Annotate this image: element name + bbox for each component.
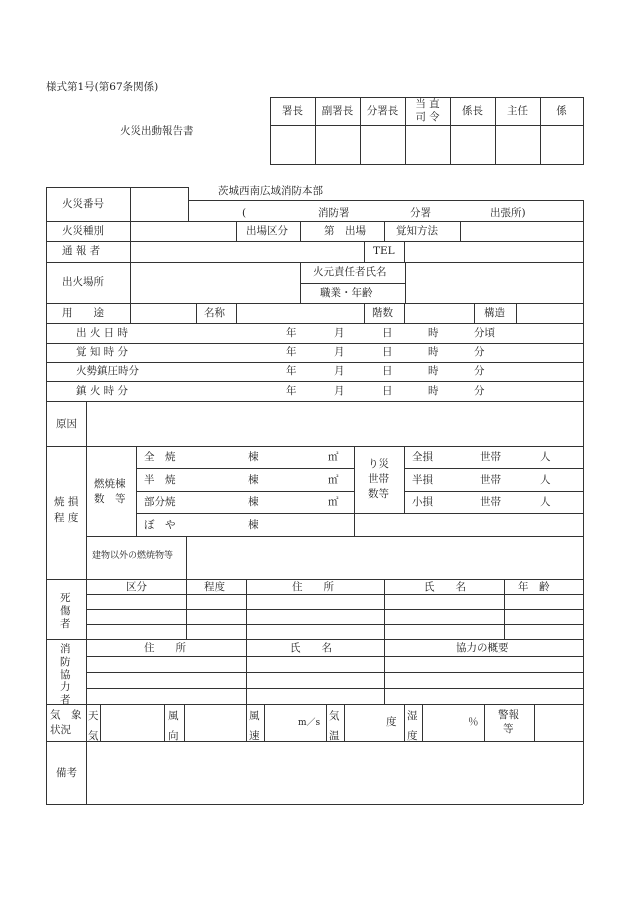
org-paren-open: ( [242, 207, 247, 219]
label-usage: 用 途 [62, 307, 104, 319]
label-detection-time: 覚 知 時 分 [76, 346, 129, 358]
label-extinguished-time: 鎮 火 時 分 [76, 385, 129, 397]
label-fire-type: 火災種別 [62, 225, 104, 237]
org-branch: 分署 [410, 207, 431, 219]
col-address: 住 所 [292, 581, 334, 593]
label-floors: 階数 [372, 307, 393, 319]
label-affected-households-1: り災 [368, 458, 389, 470]
stamp-label-branch-chief: 分署長 [366, 105, 399, 117]
label-detection-method: 覚知方法 [396, 225, 438, 237]
day-unit: 日 [382, 385, 393, 397]
label-warning-2: 等 [503, 723, 514, 735]
unit-household: 世帯 [480, 474, 501, 486]
label-total-loss: 全損 [412, 451, 433, 463]
minute-unit: 分 [474, 365, 485, 377]
hour-unit: 時 [428, 365, 439, 377]
unit-building: 棟 [248, 519, 259, 531]
label-partial-burn: 部分焼 [144, 496, 176, 508]
unit-degree: 度 [386, 716, 397, 728]
label-dispatch-number: 第 出場 [324, 225, 366, 237]
unit-person: 人 [540, 474, 551, 486]
label-half-burn: 半 焼 [144, 474, 176, 486]
col-cooperator-name: 氏 名 [290, 642, 332, 654]
label-burned-buildings-2: 数 等 [94, 493, 126, 505]
label-wind-direction: 風向 [168, 710, 179, 742]
label-weather-heading-2: 状況 [50, 724, 71, 736]
col-fullname: 氏 名 [424, 581, 466, 593]
unit-building: 棟 [248, 474, 259, 486]
unit-square-meter: ㎡ [328, 451, 339, 463]
month-unit: 月 [334, 365, 345, 377]
label-temperature: 気温 [329, 710, 340, 742]
month-unit: 月 [334, 327, 345, 339]
label-fire-number: 火災番号 [62, 198, 104, 210]
stamp-label-duty-commander-2: 司 令 [415, 111, 440, 123]
unit-building: 棟 [248, 496, 259, 508]
year-unit: 年 [286, 327, 297, 339]
unit-percent: ％ [468, 716, 479, 728]
label-occupation-age: 職業・年齢 [320, 287, 373, 299]
stamp-label-supervisor: 主任 [507, 105, 528, 117]
minute-unit: 分 [474, 346, 485, 358]
day-unit: 日 [382, 327, 393, 339]
label-half-loss: 半損 [412, 474, 433, 486]
unit-household: 世帯 [480, 496, 501, 508]
label-outbreak-time: 出 火 日 時 [76, 327, 129, 339]
year-unit: 年 [286, 385, 297, 397]
label-fire-location: 出火場所 [62, 276, 104, 288]
hour-unit: 時 [428, 346, 439, 358]
label-humidity: 湿度 [407, 710, 418, 742]
unit-square-meter: ㎡ [328, 474, 339, 486]
col-age: 年 齢 [518, 581, 550, 593]
label-small-loss: 小損 [412, 496, 433, 508]
label-cause: 原因 [56, 418, 77, 430]
form-number: 様式第1号(第67条関係) [46, 81, 159, 93]
label-non-building-burned: 建物以外の燃焼物等 [92, 551, 174, 561]
stamp-label-duty-commander-1: 当 直 [415, 98, 440, 110]
page-title: 火災出動報告書 [120, 125, 194, 137]
stamp-label-deputy-chief: 副署長 [321, 105, 354, 117]
label-structure: 構造 [484, 307, 505, 319]
label-damage-heading-2: 程 度 [54, 512, 79, 524]
month-unit: 月 [334, 346, 345, 358]
label-sky: 天気 [88, 710, 99, 742]
unit-household: 世帯 [480, 451, 501, 463]
day-unit: 日 [382, 346, 393, 358]
minute-unit: 分頃 [474, 327, 495, 339]
label-full-burn: 全 焼 [144, 451, 176, 463]
unit-person: 人 [540, 451, 551, 463]
label-warning-1: 警報 [498, 709, 519, 721]
minute-unit: 分 [474, 385, 485, 397]
label-suppression-time: 火勢鎮圧時分 [76, 365, 139, 377]
label-tel: TEL [373, 245, 395, 257]
label-remarks: 備考 [56, 767, 77, 779]
label-name: 名称 [204, 307, 225, 319]
unit-meters-per-second: m／s [298, 718, 321, 728]
hour-unit: 時 [428, 327, 439, 339]
unit-building: 棟 [248, 451, 259, 463]
year-unit: 年 [286, 365, 297, 377]
hour-unit: 時 [428, 385, 439, 397]
stamp-label-chief: 署長 [282, 105, 303, 117]
label-smoke-damage: ぼ や [144, 519, 176, 531]
month-unit: 月 [334, 385, 345, 397]
col-degree: 程度 [204, 581, 225, 593]
org-outpost: 出張所) [490, 207, 526, 219]
stamp-label-staff: 係 [556, 105, 567, 117]
col-cooperator-address: 住 所 [144, 642, 186, 654]
org-station: 消防署 [318, 207, 350, 219]
day-unit: 日 [382, 365, 393, 377]
label-casualties: 死傷者 [60, 592, 71, 631]
label-burned-buildings-1: 燃焼棟 [94, 478, 126, 490]
label-dispatch-class: 出場区分 [246, 225, 288, 237]
label-affected-households-3: 数等 [368, 488, 389, 500]
stamp-label-section-chief: 係長 [462, 105, 483, 117]
unit-person: 人 [540, 496, 551, 508]
org-name: 茨城西南広域消防本部 [218, 185, 323, 197]
label-affected-households-2: 世帯 [368, 473, 389, 485]
label-wind-speed: 風速 [249, 710, 260, 742]
label-damage-heading-1: 焼 損 [54, 496, 79, 508]
unit-square-meter: ㎡ [328, 496, 339, 508]
label-reporter: 通 報 者 [62, 245, 101, 257]
label-weather-heading-1: 気 象 [50, 709, 82, 721]
label-responsible-person: 火元責任者氏名 [313, 266, 387, 278]
label-fire-cooperators: 消防協力者 [60, 643, 71, 707]
col-category: 区分 [126, 581, 147, 593]
year-unit: 年 [286, 346, 297, 358]
col-cooperation-summary: 協力の概要 [456, 642, 509, 654]
